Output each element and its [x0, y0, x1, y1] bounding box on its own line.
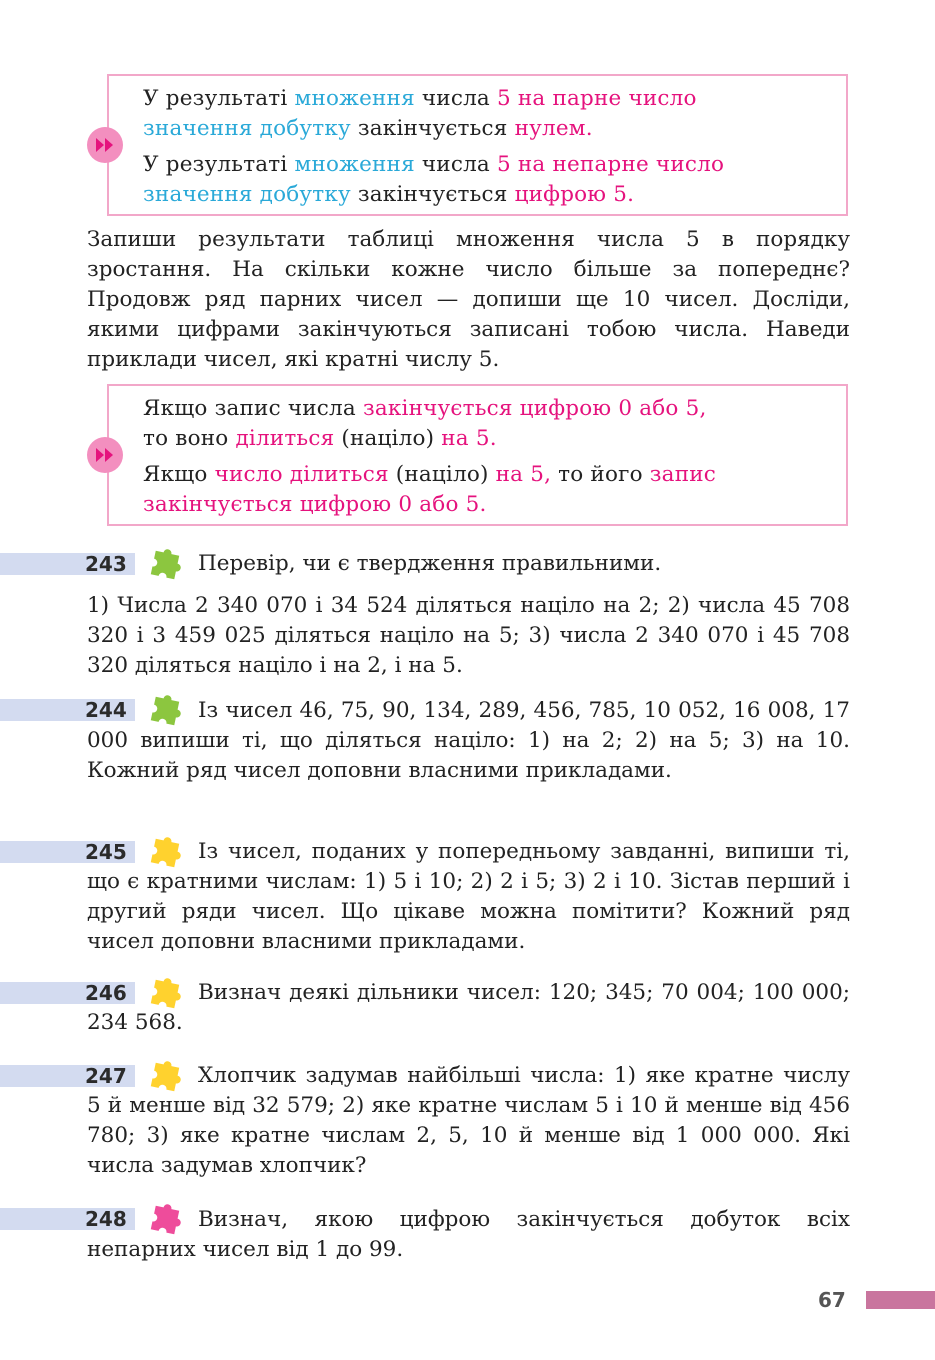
rule-box-divisibility: [107, 384, 848, 526]
task-text-continued: 1) Числа 2 340 070 і 34 524 діляться націло на 2; 2) числа 45 708 320 і 3 459 025 діляться націло на 5; 3) числа 2 340 070 і 45 708 320 діляться націло і на 2, і на 5.: [87, 593, 850, 678]
task-text: Визнач деякі дільники чисел: 120; 345; 70 004; 100 000; 234 568.: [87, 980, 850, 1035]
task-text: Хлопчик задумав найбільші числа: 1) яке кратне числу 5 й менше від 32 579; 2) яке кратне числам 5 і 10 й менше від 456 780; 3) яке кратне числам 2, 5, 10 й менше від 1 000 000. Які числа задумав хлопчик?: [87, 1063, 850, 1178]
rule-text: Якщо число ділиться (націло) на 5, то його запис закінчується цифрою 0 або 5.: [143, 462, 716, 517]
page-number-bar: [866, 1291, 935, 1309]
task-text: Перевір, чи є твердження правильними.: [198, 551, 662, 576]
task-number: 245: [85, 840, 127, 864]
task-text: Із чисел, поданих у попередньому завданні, випиши ті, що є кратними числам: 1) 5 і 10; 2) 2 і 5; 3) 2 і 10. Зістав перший і другий ряди чисел. Що цікаве можна помітити? Кожний ряд чисел доповни власними прикладами.: [87, 839, 850, 954]
fast-forward-icon: [87, 127, 123, 163]
task-number: 246: [85, 981, 127, 1005]
rule-box-multiplication: [107, 74, 848, 216]
task-number: 244: [85, 698, 127, 722]
task-number: 248: [85, 1207, 127, 1231]
task-number: 243: [85, 552, 127, 576]
intro-paragraph: Запиши результати таблиці множення числа 5 в порядку зростання. На скільки кожне число більше за попереднє? Продовж ряд парних чисел — допиши ще 10 чисел. Досліди, якими цифрами закінчуються записані тобою числа. Наведи приклади чисел, які кратні числу 5.: [87, 227, 850, 372]
task-text: Із чисел 46, 75, 90, 134, 289, 456, 785, 10 052, 16 008, 17 000 випиши ті, що діляться націло: 1) на 2; 2) на 5; 3) на 10. Кожний ряд чисел доповни власними прикладами.: [87, 698, 850, 783]
rule-text: Якщо запис числа закінчується цифрою 0 або 5, то воно ділиться (націло) на 5.: [143, 396, 707, 451]
rule-text: У результаті множення числа 5 на непарне число значення добутку закінчується цифрою 5.: [143, 152, 725, 207]
page-number: 67: [818, 1288, 846, 1312]
task-number: 247: [85, 1064, 127, 1088]
task-text: Визнач, якою цифрою закінчується добуток всіх непарних чисел від 1 до 99.: [87, 1207, 850, 1262]
fast-forward-icon: [87, 437, 123, 473]
rule-text: У результаті множення числа 5 на парне число значення добутку закінчується нулем.: [143, 86, 697, 141]
